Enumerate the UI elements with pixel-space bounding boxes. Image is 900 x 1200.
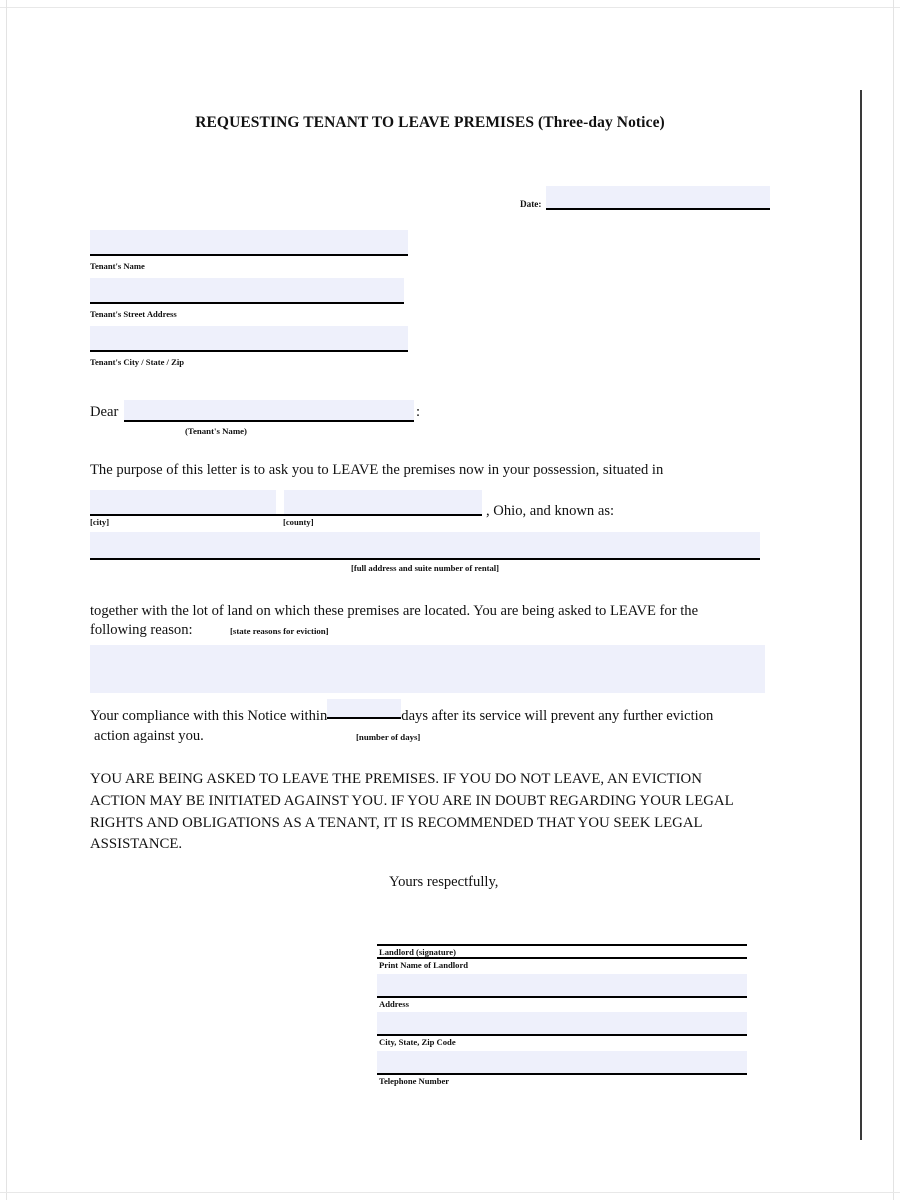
full-address-label: [full address and suite number of rental] — [350, 563, 500, 573]
warning-line4: ASSISTANCE. — [90, 836, 183, 853]
together-paragraph-line1: together with the lot of land on which these premises are located. You are being asked to LEAVE for the — [90, 603, 699, 619]
reason-input[interactable] — [90, 645, 765, 693]
date-input-rule — [546, 208, 770, 210]
date-label: Date: — [520, 199, 542, 209]
compliance-line2: action against you. — [94, 727, 204, 744]
salutation-row — [90, 400, 420, 422]
county-label: [county] — [283, 517, 314, 527]
landlord-citystatezip-rule — [377, 1034, 747, 1036]
landlord-printname-rule — [377, 957, 747, 959]
days-input-rule — [327, 717, 401, 719]
salutation-name-input[interactable] — [124, 400, 414, 422]
salutation-word: Dear — [90, 404, 119, 420]
landlord-citystatezip-input[interactable] — [377, 1051, 747, 1073]
landlord-signature-field[interactable] — [377, 944, 747, 957]
signature-block — [377, 944, 747, 1086]
tenant-name-label: Tenant's Name — [90, 261, 145, 271]
compliance-before-text: Your compliance with this Notice within — [90, 708, 328, 724]
days-label: [number of days] — [356, 732, 421, 742]
warning-line1: YOU ARE BEING ASKED TO LEAVE THE PREMISES. IF YOU DO NOT LEAVE, AN EVICTION — [90, 771, 702, 787]
date-row — [520, 186, 770, 210]
tenant-address-block — [90, 230, 408, 374]
landlord-printname-field[interactable] — [377, 957, 747, 995]
tenant-citystatezip-rule — [90, 350, 408, 352]
tenant-citystatezip-field[interactable] — [90, 326, 408, 370]
landlord-address-input[interactable] — [377, 1012, 747, 1034]
landlord-printname-input[interactable] — [377, 974, 747, 996]
tenant-name-rule — [90, 254, 408, 256]
tenant-citystatezip-input[interactable] — [90, 326, 408, 350]
tenant-street-rule — [90, 302, 404, 304]
full-address-field[interactable] — [90, 532, 760, 573]
warning-line2: ACTION MAY BE INITIATED AGAINST YOU. IF YOU ARE IN DOUBT REGARDING YOUR LEGAL — [90, 792, 734, 809]
landlord-signature-rule — [377, 944, 747, 946]
compliance-line1 — [90, 707, 800, 727]
tenant-name-field[interactable] — [90, 230, 408, 274]
reason-field[interactable] — [90, 645, 765, 693]
compliance-paragraph — [90, 707, 800, 746]
landlord-citystatezip-label: City, State, Zip Code — [379, 1037, 456, 1048]
date-input[interactable] — [546, 186, 770, 210]
salutation-name-input-fill — [124, 400, 414, 420]
landlord-signature-label: Landlord (signature) — [379, 947, 456, 957]
warning-line3: RIGHTS AND OBLIGATIONS AS A TENANT, IT IS RECOMMENDED THAT YOU SEEK LEGAL — [90, 814, 703, 831]
landlord-telephone-rule — [377, 1073, 747, 1075]
compliance-after-text: days after its service will prevent any further eviction — [401, 708, 714, 724]
state-text: , Ohio, and known as: — [486, 503, 615, 519]
date-input-fill — [546, 186, 770, 208]
days-input-fill — [327, 699, 401, 717]
purpose-paragraph: The purpose of this letter is to ask you to LEAVE the premises now in your possession, situated in — [90, 462, 664, 478]
landlord-address-label: Address — [379, 998, 409, 1009]
county-input[interactable] — [284, 490, 482, 514]
full-address-rule — [90, 558, 760, 560]
salutation-caption: (Tenant's Name) — [185, 426, 247, 436]
landlord-telephone-label: Telephone Number — [379, 1075, 450, 1086]
page-title: REQUESTING TENANT TO LEAVE PREMISES (Three-day Notice) — [195, 114, 665, 131]
tenant-citystatezip-label: Tenant's City / State / Zip — [90, 357, 184, 367]
landlord-citystatezip-field[interactable] — [377, 1034, 747, 1072]
tenant-street-input[interactable] — [90, 278, 404, 302]
tenant-street-field[interactable] — [90, 278, 404, 322]
city-input[interactable] — [90, 490, 276, 514]
reason-label: [state reasons for eviction] — [230, 626, 329, 636]
closing-text: Yours respectfully, — [389, 874, 499, 890]
tenant-name-input[interactable] — [90, 230, 408, 254]
warning-block — [90, 769, 806, 856]
salutation-name-rule — [124, 420, 414, 422]
landlord-telephone-field[interactable] — [377, 1073, 747, 1086]
together-paragraph — [90, 602, 790, 641]
salutation-colon: : — [415, 404, 420, 420]
landlord-printname-label: Print Name of Landlord — [379, 960, 469, 971]
together-paragraph-line2: following reason: — [90, 622, 193, 639]
city-label: [city] — [90, 517, 110, 527]
tenant-street-label: Tenant's Street Address — [90, 309, 177, 319]
landlord-address-field[interactable] — [377, 996, 747, 1034]
landlord-address-rule — [377, 996, 747, 998]
full-address-input[interactable] — [90, 532, 760, 558]
